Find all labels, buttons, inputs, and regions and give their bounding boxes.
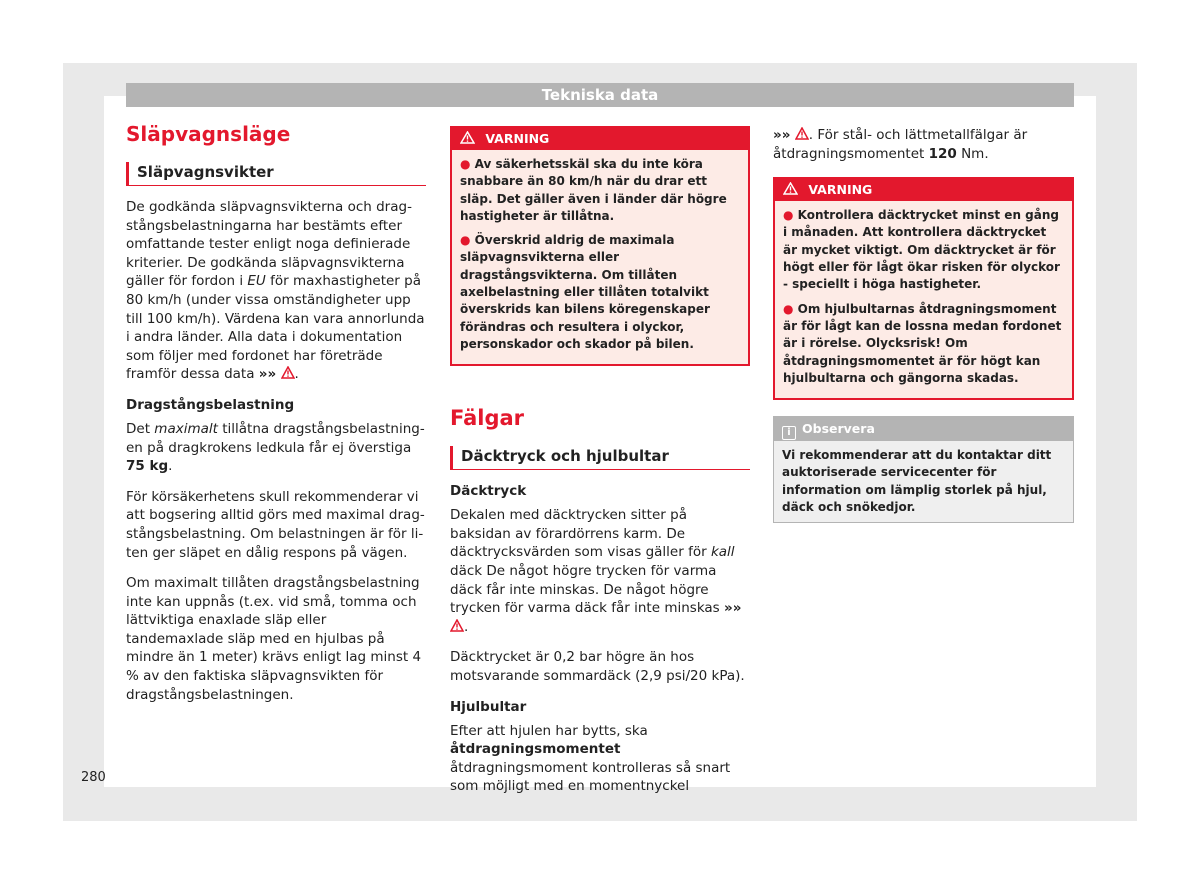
warning-item: ● Om hjulbultarnas åtdragningsmoment är för lågt kan de lossna medan fordonet är i rörelse. Olycksrisk! Om åtdragningsmomentet är för högt kan hjulbultarna och gängorna skadas. [783, 301, 1062, 385]
warning-body [452, 150, 748, 364]
subsection-title-dacktryck: Däcktryck och hjulbultar [450, 446, 750, 470]
note-box [773, 416, 1074, 523]
section-title-slapvagnslage: Släpvagnsläge [126, 122, 291, 146]
warning-triangle-icon [783, 182, 798, 195]
heading-dragstangsbelastning: Dragstångsbelastning [126, 396, 295, 413]
note-text: Vi rekommenderar att du kontaktar ditt auktoriserade servicecenter för information om lämplig storlek på hjul, däck och snökedjor. [782, 448, 1052, 515]
warning-triangle-icon [450, 619, 464, 632]
warning-body [775, 201, 1072, 398]
page-number: 280 [81, 770, 106, 785]
column-3 [773, 126, 1074, 523]
note-title: Observera [802, 421, 875, 437]
column-1 [126, 120, 426, 716]
warning-title: VARNING [808, 182, 873, 198]
warning-triangle-icon [281, 366, 295, 379]
paragraph-max-load: Det maximalt tillåtna dragstångsbelastningen på dragkrokens ledkula får ej överstiga 75 kg. [126, 420, 425, 475]
warning-title: VARNING [485, 131, 550, 146]
warning-header [452, 128, 748, 150]
continue-arrows: »» [724, 600, 742, 617]
heading-hjulbultar: Hjulbultar [450, 698, 527, 715]
section-title-falgar: Fälgar [450, 406, 525, 431]
warning-item: ● Överskrid aldrig de maximala släpvagnsvikterna eller dragstångsvikterna. Om tillåten axelbelastning eller tillåten totalvikt överskrids kan bilens köregenskaper förändras och resultera i olyckor, personskador och skador på bilen. [460, 233, 710, 351]
paragraph-torque: »» . För stål- och lättmetallfälgar är åtdragningsmomentet 120 Nm. [773, 127, 1028, 162]
warning-triangle-icon [460, 131, 475, 144]
paragraph-minimum-load: Om maximalt tillåten dragstångsbelastning inte kan uppnås (t.ex. vid små, tomma och lättviktiga enaxlade släp eller tandemaxlade släp med en hjulbas på mindre än 1 meter) krävs enligt lag minst 4 % av den faktiska släpvagnsvikten för dragstångsbelastningen. [126, 575, 422, 703]
bullet-icon: ● [783, 301, 794, 316]
warning-box-trailer [450, 126, 750, 366]
note-header [774, 417, 1073, 441]
continue-arrows: »» [773, 127, 791, 143]
info-icon: i [782, 426, 796, 440]
warning-header [775, 179, 1072, 201]
bullet-icon: ● [783, 208, 794, 223]
paragraph-trailer-weights: De godkända släpvagnsvikterna och dragstångsbelastningarna har bestämts efter omfattande tester enligt noga definierade kriterier. De godkända släpvagnsvikterna gäller för fordon i EU för maxhastigheter på 80 km/h (under vissa omständigheter upp till 100 km/h). Värdena kan vara annorlunda i andra länder. Alla data i dokumentation som följer med fordonet har företräde framför dessa data »» . [126, 199, 425, 383]
warning-item: ● Av säkerhetsskäl ska du inte köra snabbare än 80 km/h när du drar ett släp. Det gäller även i länder där högre hastigheter är tillåtna. [460, 157, 727, 223]
column-2 [450, 126, 750, 808]
warning-triangle-icon [795, 127, 809, 140]
bullet-icon: ● [460, 233, 471, 248]
paragraph-safety: För körsäkerhetens skull rekommenderar vi att bogsering alltid görs med maximal dragstångsbelastning. Om belastningen är för liten ger släpet en dålig respons på vägen. [126, 488, 425, 561]
paragraph-winter-pressure: Däcktrycket är 0,2 bar högre än hos motsvarande sommardäck (2,9 psi/20 kPa). [450, 649, 745, 685]
note-body [774, 441, 1073, 522]
warning-item: ● Kontrollera däcktrycket minst en gång i månaden. Att kontrollera däcktrycket är mycket viktigt. Om däcktrycket är för högt eller för lågt ökar risken för olyckor - speciellt i höga hastigheter. [783, 208, 1060, 292]
section-header: Tekniska data [126, 83, 1074, 107]
subsection-title-slapvagnsvikter: Släpvagnsvikter [126, 162, 426, 186]
bullet-icon: ● [460, 157, 471, 171]
warning-box-tires [773, 177, 1074, 400]
paragraph-tire-label: Dekalen med däcktrycken sitter på baksidan av förardörrens karm. De däcktrycksvärden som visas gäller för kall däck De något högre trycken för varma däck får inte minskas. De något högre trycken för varma däck får inte minskas »» . [450, 507, 742, 635]
continue-arrows: »» [258, 366, 277, 383]
paragraph-wheel-bolts: Efter att hjulen har bytts, ska åtdragningsmomentet åtdragningsmoment kontrolleras så snart som möjligt med en momentnyckel [450, 722, 731, 795]
heading-dacktryck: Däcktryck [450, 483, 527, 500]
